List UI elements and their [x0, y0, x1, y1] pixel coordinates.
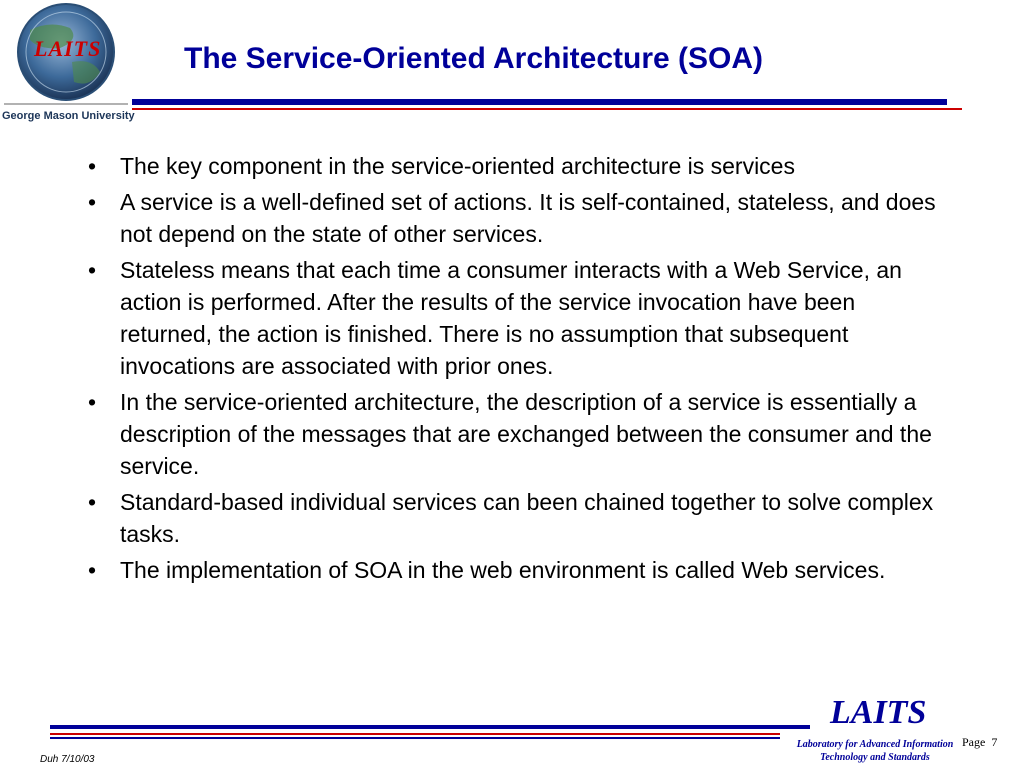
bullet-text: Stateless means that each time a consumer interacts with a Web Service, an action is performed. After the results of the service invocation have been returned, the action is finished. There is no assumption that subsequent invocations are associated with prior ones.: [120, 257, 902, 379]
brand-subtitle-line1: Laboratory for Advanced Information: [796, 739, 954, 750]
bullet-text: The key component in the service-oriented architecture is services: [120, 153, 795, 179]
bullet-text: Standard-based individual services can been chained together to solve complex tasks.: [120, 489, 934, 547]
footer-brand: LAITS: [830, 694, 927, 731]
bullet-item: [80, 150, 940, 182]
bullet-item: [80, 554, 940, 586]
university-name: George Mason University: [2, 110, 135, 122]
header-rule-blue: [132, 99, 947, 105]
bullet-dot: •: [88, 257, 97, 283]
laits-globe-logo: [0, 0, 135, 132]
footer-rule-red: [50, 733, 780, 735]
bullet-dot: •: [88, 153, 97, 179]
bullet-list: [80, 150, 940, 590]
bullet-item: [80, 486, 940, 550]
footer-rule-blue-thin: [50, 737, 780, 739]
bullet-dot: •: [88, 557, 97, 583]
logo-laits-text: LAITS: [34, 36, 102, 61]
bullet-text: The implementation of SOA in the web environment is called Web services.: [120, 557, 886, 583]
footer-date: Duh 7/10/03: [40, 754, 95, 765]
bullet-item: [80, 254, 940, 382]
bullet-dot: •: [88, 389, 97, 415]
page-title: The Service-Oriented Architecture (SOA): [184, 42, 764, 75]
bullet-dot: •: [88, 189, 97, 215]
header-rule-red: [132, 108, 962, 110]
bullet-dot: •: [88, 489, 97, 515]
bullet-item: [80, 186, 940, 250]
bullet-text: A service is a well-defined set of actions. It is self-contained, stateless, and does not depend on the state of other services.: [120, 189, 936, 247]
page-number: Page 7: [962, 735, 998, 749]
brand-subtitle-line2: Technology and Standards: [820, 752, 930, 763]
bullet-item: [80, 386, 940, 482]
footer-rule-blue: [50, 725, 810, 729]
footer-brand-subtitle: [780, 738, 970, 764]
bullet-text: In the service-oriented architecture, the description of a service is essentially a description of the messages that are exchanged between the consumer and the service.: [120, 389, 932, 479]
